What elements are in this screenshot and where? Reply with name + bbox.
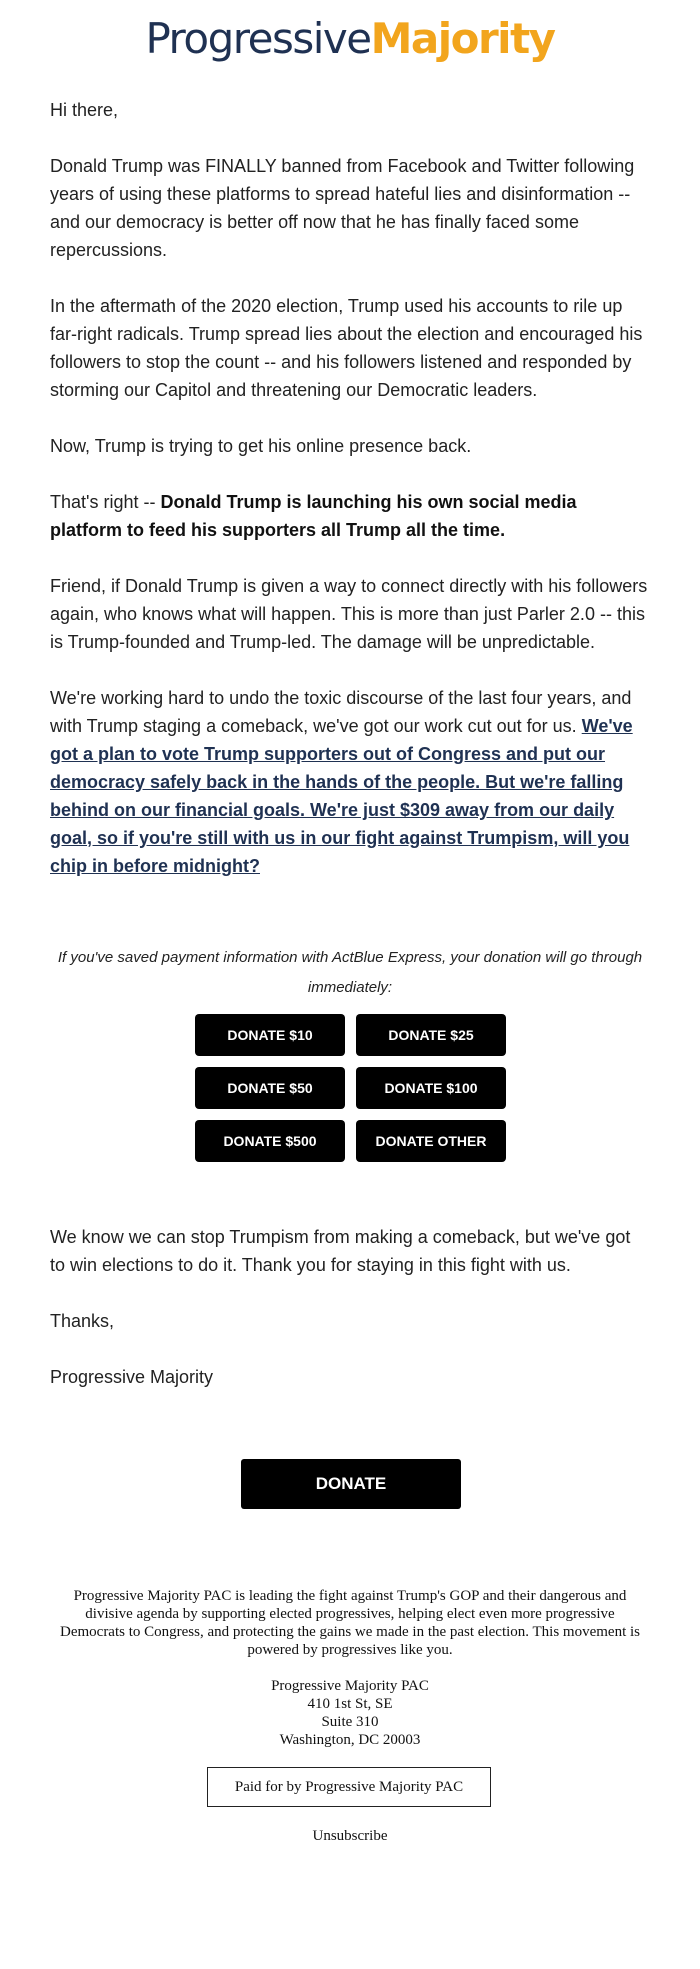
donate-500-button[interactable]: DONATE $500 [195,1120,345,1162]
donate-25-button[interactable]: DONATE $25 [356,1014,506,1056]
donate-10-button[interactable]: DONATE $10 [195,1014,345,1056]
greeting: Hi there, [50,100,119,120]
paragraph-1: Donald Trump was FINALLY banned from Facebook and Twitter following years of using these platforms to spread hateful lies and disinformation -- and our democracy is better off now that he has finally faced some repercussions. [50,156,635,260]
closing-paragraph: We know we can stop Trumpism from making a comeback, but we've got to win elections to do it. Thank you for staying in this fight with us. [50,1227,631,1275]
donate-other-button[interactable]: DONATE OTHER [356,1120,506,1162]
paragraph-5: Friend, if Donald Trump is given a way to connect directly with his followers again, who knows what will happen. This is more than just Parler 2.0 -- this is Trump-founded and Trump-led. The damage will be unpredictable. [50,576,648,652]
paragraph-6 [50,684,650,880]
paragraph-6-prefix: We're working hard to undo the toxic discourse of the last four years, and with Trump staging a comeback, we've got our work cut out for us. [50,688,632,736]
unsubscribe-link[interactable]: Unsubscribe [312,1828,388,1844]
paragraph-4-prefix: That's right -- [50,492,161,512]
footer-address [60,1677,640,1749]
email-body [50,96,650,908]
footer-about: Progressive Majority PAC is leading the fight against Trump's GOP and their dangerous and divisive agenda by supporting elected progressives, helping elect even more progressive Democrats to Congress, and protecting the gains we made in the past election. This movement is powered by progressives like you. [60,1588,641,1658]
paid-for-disclaimer: Paid for by Progressive Majority PAC [207,1767,491,1807]
closing-thanks: Thanks, [50,1311,115,1331]
logo [0,0,700,74]
logo-progressive: Progressive [145,14,371,63]
address-city: Washington, DC 20003 [279,1732,421,1748]
actblue-express-note: If you've saved payment information with ActBlue Express, your donation will go through immediately: [57,949,643,996]
closing-signature: Progressive Majority [50,1367,214,1387]
paragraph-4 [50,488,650,544]
address-street: 410 1st St, SE [307,1696,393,1712]
paragraph-4-bold: Donald Trump is launching his own social media platform to feed his supporters all Trump all the time. [50,492,577,540]
donate-50-button[interactable]: DONATE $50 [195,1067,345,1109]
donation-button-grid [195,1014,507,1162]
donate-100-button[interactable]: DONATE $100 [356,1067,506,1109]
main-donate-button[interactable]: DONATE [241,1459,461,1509]
logo-majority: Majority [370,14,555,63]
paragraph-2: In the aftermath of the 2020 election, Trump used his accounts to rile up far-right radicals. Trump spread lies about the election and encouraged his followers to stop the count -- and his followers listened and responded by storming our Capitol and threatening our Democratic leaders. [50,296,643,400]
address-name: Progressive Majority PAC [271,1678,429,1694]
address-suite: Suite 310 [321,1714,379,1730]
paragraph-3: Now, Trump is trying to get his online presence back. [50,436,472,456]
closing-section [50,1223,650,1419]
donation-appeal-link[interactable]: We've got a plan to vote Trump supporters out of Congress and put our democracy safely back in the hands of the people. But we're falling behind on our financial goals. We're just $309 away from our daily goal, so if you're still with us in our fight against Trumpism, will you chip in before midnight? [50,716,633,876]
